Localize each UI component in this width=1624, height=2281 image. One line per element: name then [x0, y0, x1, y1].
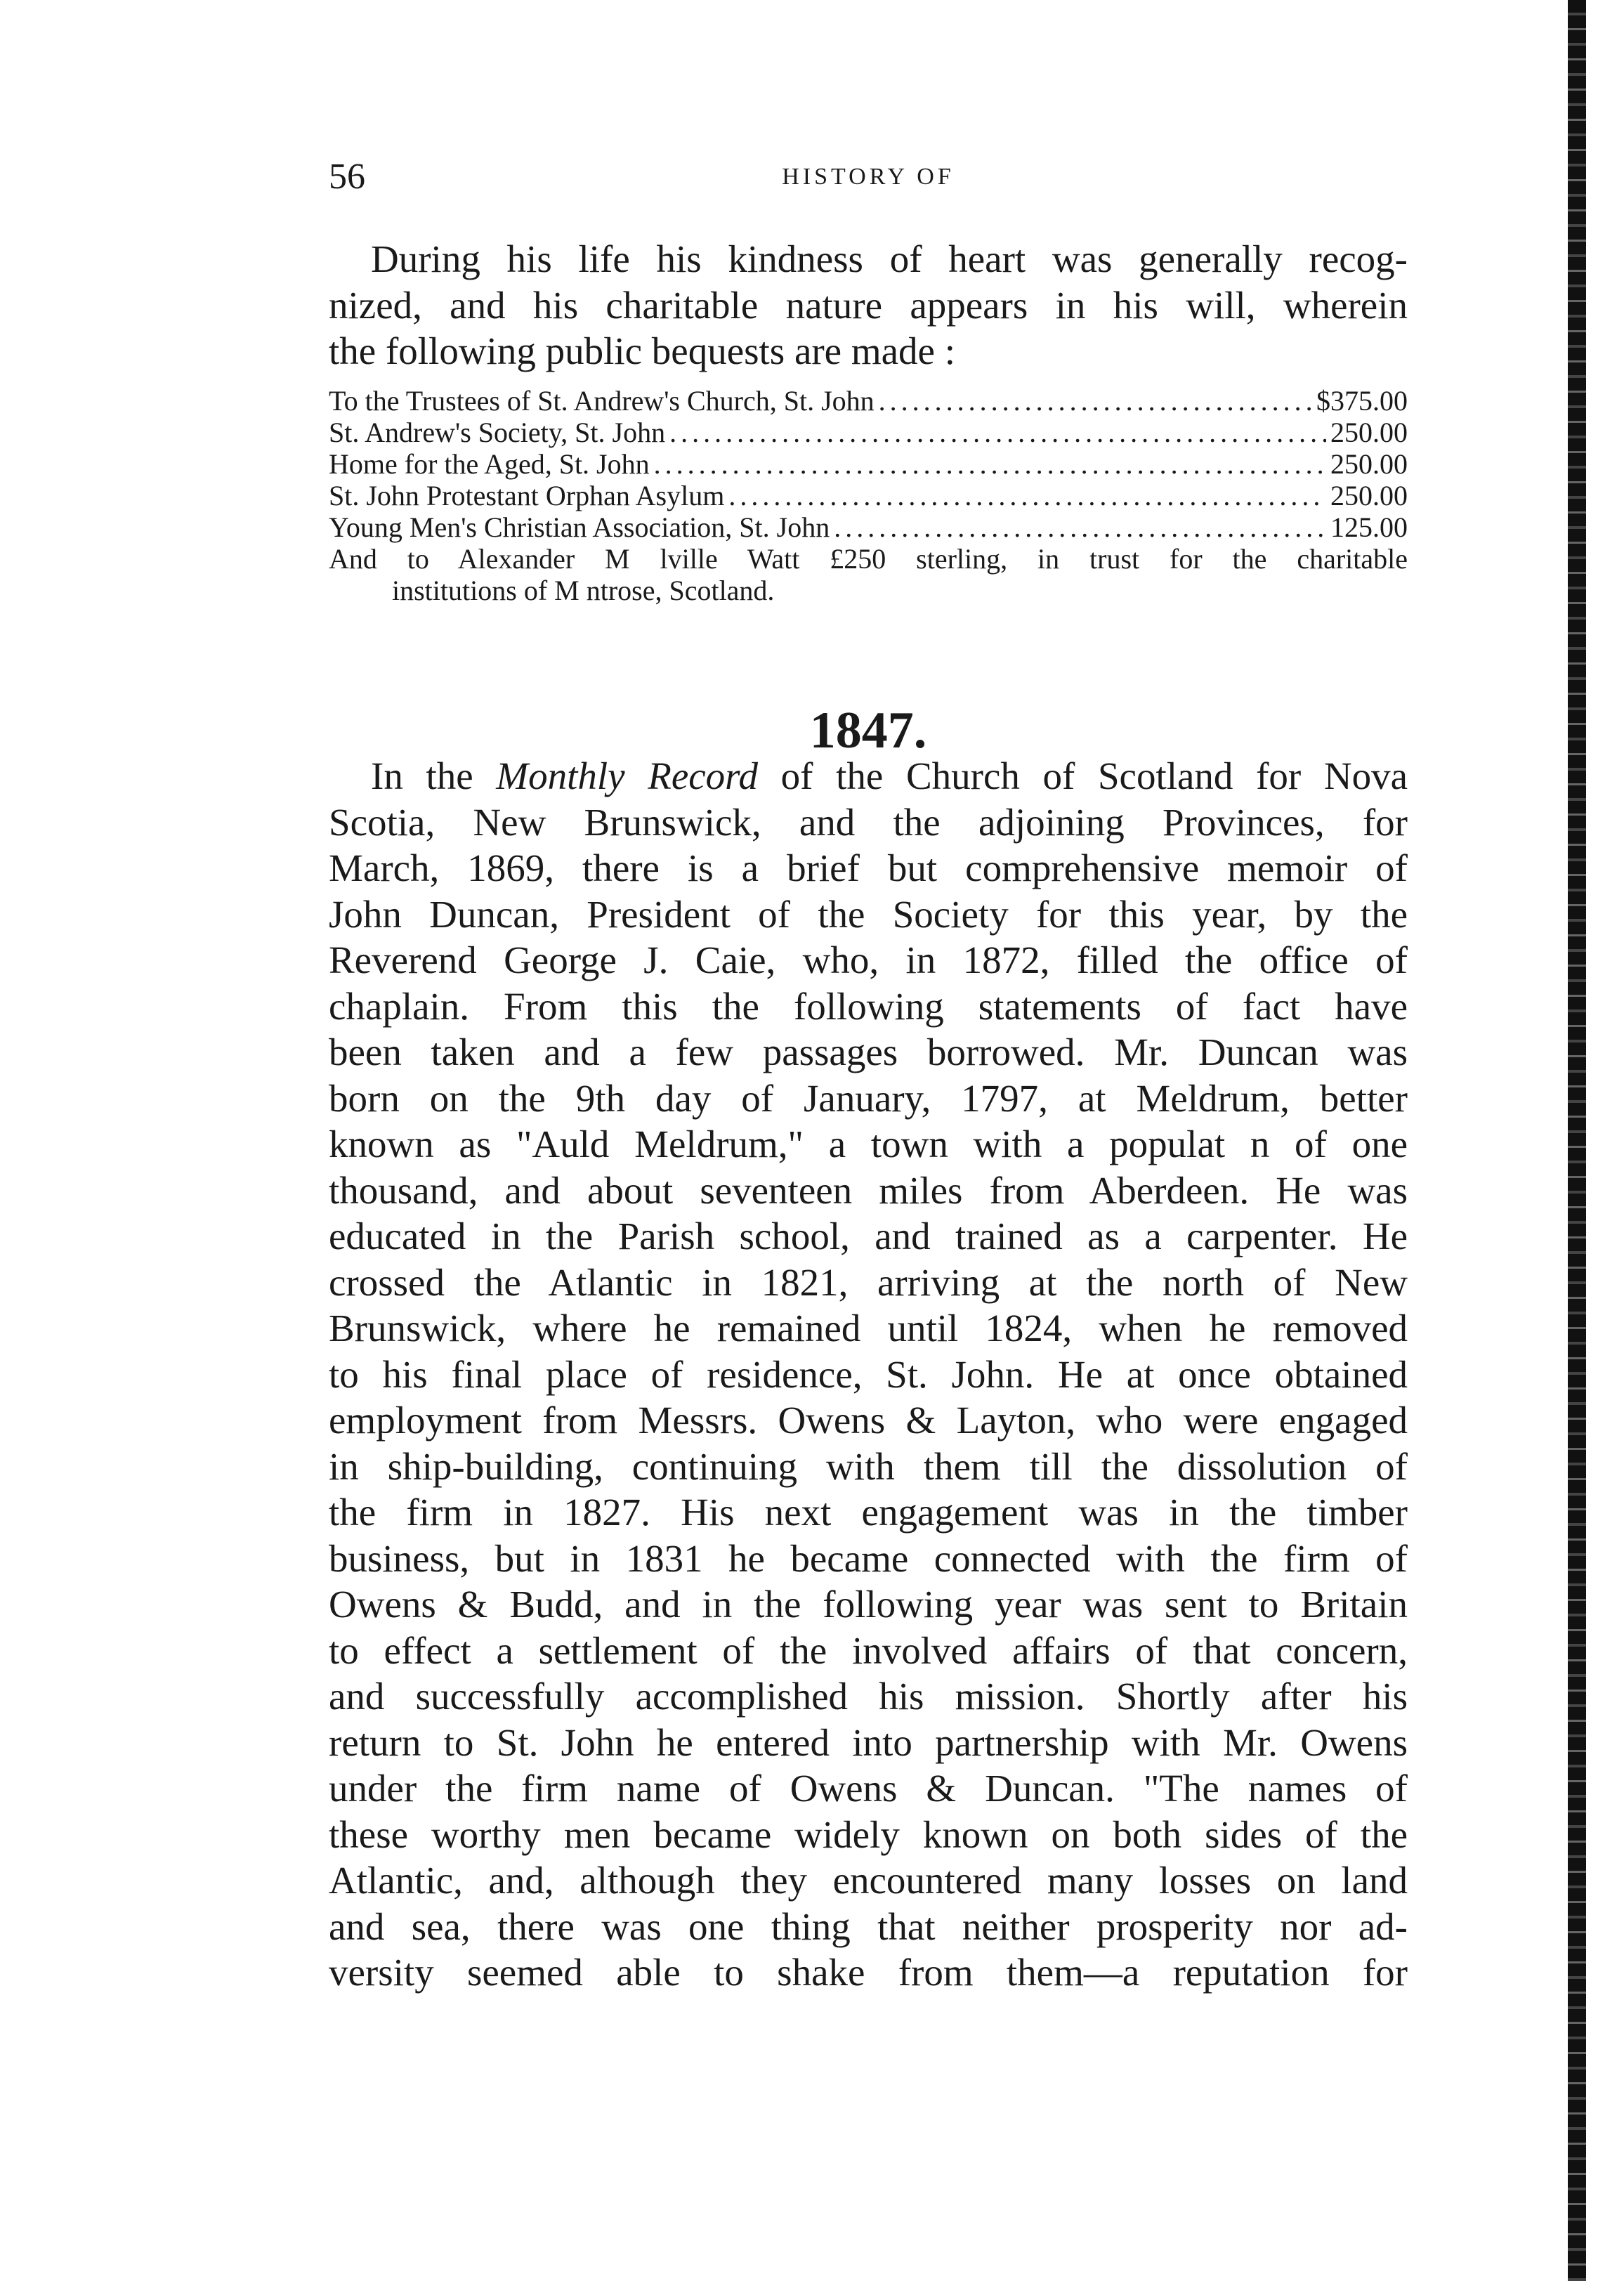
- text-line: March, 1869, there is a brief but comprehensive memoir of: [329, 847, 1408, 889]
- text-line: Brunswick, where he remained until 1824, when he removed: [329, 1307, 1408, 1349]
- bequest-amount: 250.00: [1330, 448, 1408, 480]
- dot-leader: [728, 480, 1326, 511]
- year-heading: 1847.: [809, 702, 927, 759]
- bequest-row: [329, 385, 1408, 417]
- bequest-amount: 125.00: [1330, 511, 1408, 543]
- bequest-label: St. John Protestant Orphan Asylum: [329, 480, 725, 511]
- text-line: born on the 9th day of January, 1797, at Meldrum, better: [329, 1076, 1408, 1120]
- text-line: Owens & Budd, and in the following year was sent to Britain: [329, 1583, 1408, 1626]
- running-head: HISTORY OF: [782, 164, 955, 190]
- bequest-final-line: institutions of M ntrose, Scotland.: [392, 575, 775, 606]
- publication-title: Monthly Record: [496, 754, 759, 797]
- bequest-amount: 250.00: [1330, 417, 1408, 448]
- text-line: During his life his kindness of heart was generally recog-: [371, 237, 1408, 280]
- bequest-amount: $375.00: [1316, 385, 1408, 417]
- text-fragment: In the: [371, 754, 497, 797]
- text-line: to effect a settlement of the involved affairs of that concern,: [329, 1628, 1408, 1672]
- text-line: thousand, and about seventeen miles from Aberdeen. He was: [329, 1168, 1408, 1212]
- text-line: [329, 753, 1408, 799]
- text-line: the following public bequests are made :: [329, 329, 955, 372]
- text-line: Atlantic, and, although they encountered many losses on land: [329, 1859, 1408, 1902]
- text-line: and successfully accomplished his mission. Shortly after his: [329, 1675, 1408, 1718]
- bequest-row: [329, 511, 1408, 543]
- text-line: in ship-building, continuing with them till the dissolution of: [329, 1444, 1408, 1488]
- text-line: to his final place of residence, St. John. He at once obtained: [329, 1352, 1408, 1396]
- bequest-label: Young Men's Christian Association, St. John: [329, 511, 830, 543]
- dot-leader: [834, 511, 1326, 543]
- text-line: Scotia, New Brunswick, and the adjoining Provinces, for: [329, 800, 1408, 844]
- text-line: return to St. John he entered into partnership with Mr. Owens: [329, 1720, 1408, 1764]
- text-line: nized, and his charitable nature appears in his will, wherein: [329, 283, 1408, 327]
- intro-paragraph: [329, 236, 1408, 374]
- bequest-row: [329, 480, 1408, 511]
- dot-leader: [654, 448, 1326, 480]
- text-line: the firm in 1827. His next engagement was in the timber: [329, 1491, 1408, 1534]
- bequest-list: [329, 385, 1408, 606]
- bequest-row: [329, 417, 1408, 448]
- text-line: under the firm name of Owens & Duncan. "The names of: [329, 1767, 1408, 1810]
- text-line: been taken and a few passages borrowed. Mr. Duncan was: [329, 1031, 1408, 1073]
- text-line: chaplain. From this the following statements of fact have: [329, 984, 1408, 1028]
- text-line: employment from Messrs. Owens & Layton, who were engaged: [329, 1399, 1408, 1442]
- text-line: Reverend George J. Caie, who, in 1872, filled the office of: [329, 939, 1408, 981]
- text-fragment: of the Church of Scotland for Nova: [758, 754, 1408, 797]
- bequest-final-line: And to Alexander M lville Watt £250 sterling, in trust for the charitable: [329, 543, 1408, 575]
- bequest-row: [329, 448, 1408, 480]
- text-line: crossed the Atlantic in 1821, arriving at the north of New: [329, 1260, 1408, 1304]
- text-line: these worthy men became widely known on both sides of the: [329, 1812, 1408, 1856]
- bequest-label: St. Andrew's Society, St. John: [329, 417, 666, 448]
- text-line: versity seemed able to shake from them—a reputation for: [329, 1951, 1408, 1994]
- text-line: John Duncan, President of the Society for this year, by the: [329, 892, 1408, 936]
- bequest-label: Home for the Aged, St. John: [329, 448, 650, 480]
- page-header: [329, 156, 1408, 198]
- dot-leader: [669, 417, 1326, 448]
- dot-leader: [879, 385, 1312, 417]
- bequest-amount: 250.00: [1330, 480, 1408, 511]
- text-line: educated in the Parish school, and trained as a carpenter. He: [329, 1215, 1408, 1257]
- scan-edge-shadow: [1568, 0, 1586, 2281]
- text-line: business, but in 1831 he became connected with the firm of: [329, 1536, 1408, 1580]
- page-number: 56: [329, 157, 365, 197]
- text-line: and sea, there was one thing that neither prosperity nor ad-: [329, 1904, 1408, 1948]
- bequest-label: To the Trustees of St. Andrew's Church, St. John: [329, 385, 875, 417]
- text-line: known as "Auld Meldrum," a town with a populat n of one: [329, 1123, 1408, 1165]
- memoir-paragraph: [329, 753, 1408, 1996]
